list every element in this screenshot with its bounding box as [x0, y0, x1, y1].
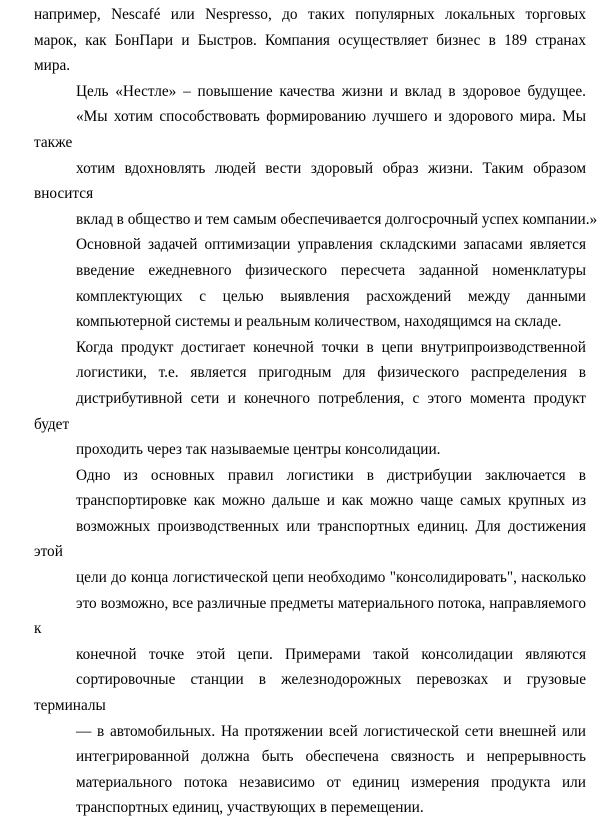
body-paragraph	[34, 232, 586, 334]
text-line: введение ежедневного физического пересчета заданной номенклатуры	[76, 261, 586, 279]
text-line: проходить через так называемые центры консолидации.	[76, 441, 441, 459]
text-line: сортировочные станции в железнодорожных перевозках и грузовые терминалы	[34, 671, 586, 715]
text-line: Цель «Нестле» – повышение качества жизни и вклад в здоровое будущее.	[76, 82, 586, 100]
text-line: интегрированной должна быть обеспечена связность и непрерывность	[76, 748, 586, 766]
text-line: мира.	[34, 57, 71, 75]
text-line: транспортных единиц, участвующих в перемещении.	[76, 799, 424, 817]
text-line: транспортировке как можно дальше и как можно чаще самых крупных из	[76, 492, 586, 510]
text-line: Когда продукт достигает конечной точки в цепи внутрипроизводственной	[76, 338, 586, 356]
text-line: дистрибутивной сети и конечного потребления, с этого момента продукт будет	[34, 389, 586, 433]
text-line: цели до конца логистической цепи необходимо "консолидировать", насколько	[76, 569, 586, 587]
text-line: вклад в общество и тем самым обеспечивается долгосрочный успех компании.»	[76, 210, 598, 228]
body-paragraph	[34, 2, 586, 79]
text-line: конечной точке этой цепи. Примерами такой консолидации являются	[76, 645, 586, 663]
text-line: это возможно, все различные предметы материального потока, направляемого к	[34, 594, 586, 638]
text-line: возможных производственных или транспортных единиц. Для достижения этой	[34, 517, 586, 561]
text-line: «Мы хотим способствовать формированию лучшего и здорового мира. Мы также	[34, 108, 586, 151]
body-paragraph	[34, 463, 586, 821]
text-line: Одно из основных правил логистики в дистрибуции заключается в	[76, 466, 586, 484]
body-paragraph	[34, 335, 586, 463]
text-line: например, Nescafé или Nespresso, до таких популярных локальных торговых	[34, 6, 586, 23]
document-page	[34, 2, 598, 821]
text-line: — в автомобильных. На протяжении всей логистической сети внешней или	[76, 722, 586, 740]
text-line: марок, как БонПари и Быстров. Компания осуществляет бизнес в 189 странах	[34, 31, 586, 49]
text-line: материального потока независимо от единиц измерения продукта или	[76, 773, 586, 791]
text-line: логистики, т.е. является пригодным для физического распределения в	[76, 364, 586, 382]
text-line: Основной задачей оптимизации управления складскими запасами является	[76, 236, 586, 254]
text-line: компьютерной системы и реальным количеством, находящимся на складе.	[76, 313, 562, 331]
text-line: хотим вдохновлять людей вести здоровый образ жизни. Таким образом вносится	[34, 159, 586, 203]
body-paragraph	[34, 79, 598, 233]
text-line: комплектующих с целью выявления расхождений между данными	[76, 287, 586, 305]
